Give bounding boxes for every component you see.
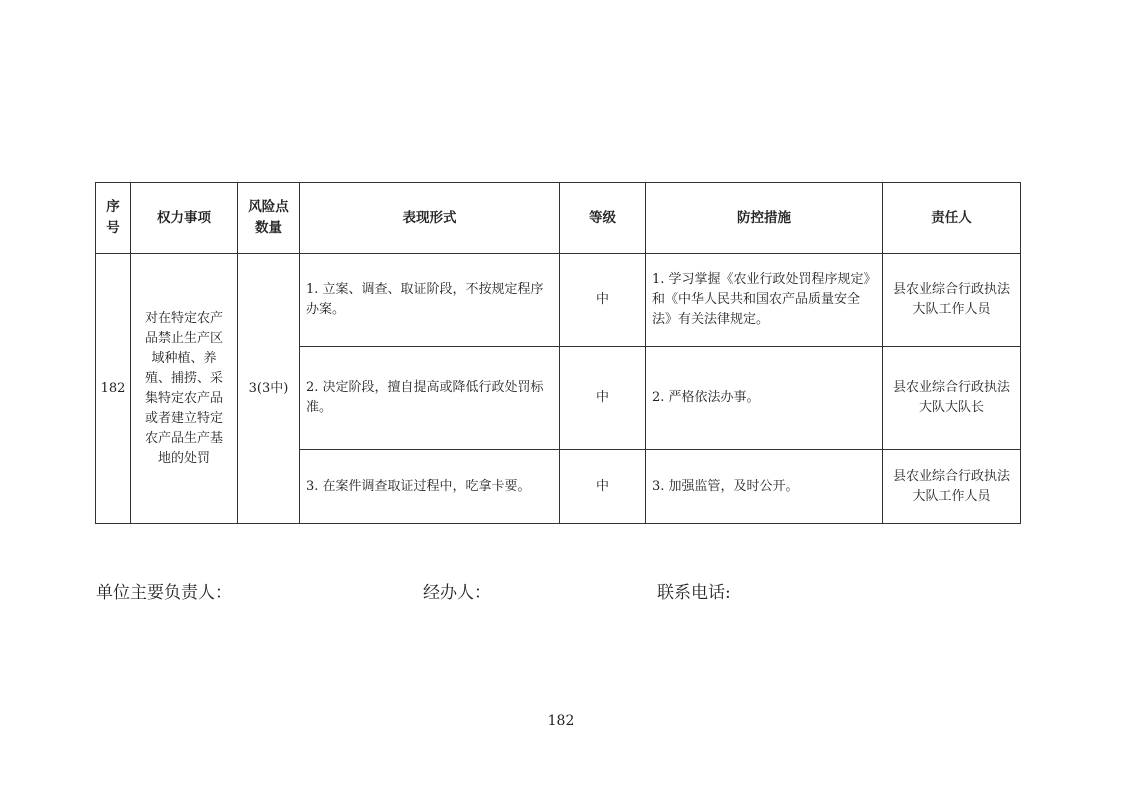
cell-form: 3. 在案件调查取证过程中，吃拿卡要。	[300, 450, 560, 524]
cell-measures: 1. 学习掌握《农业行政处罚程序规定》和《中华人民共和国农产品质量安全法》有关法律规定。	[646, 254, 883, 347]
cell-risk-count: 3(3中)	[238, 254, 300, 524]
header-person: 责任人	[883, 183, 1021, 254]
cell-person: 县农业综合行政执法大队工作人员	[883, 254, 1021, 347]
cell-person: 县农业综合行政执法大队大队长	[883, 347, 1021, 450]
handler-signature-label: 经办人：	[423, 583, 491, 603]
table-row	[96, 254, 1021, 347]
header-item: 权力事项	[131, 183, 238, 254]
cell-level: 中	[560, 254, 646, 347]
phone-label: 联系电话:	[657, 583, 731, 603]
cell-person: 县农业综合行政执法大队工作人员	[883, 450, 1021, 524]
leader-signature-label: 单位主要负责人：	[96, 583, 232, 603]
cell-form: 2. 决定阶段，擅自提高或降低行政处罚标准。	[300, 347, 560, 450]
cell-level: 中	[560, 347, 646, 450]
table-header-row	[96, 183, 1021, 254]
risk-control-table	[95, 182, 1021, 524]
cell-measures: 3. 加强监管，及时公开。	[646, 450, 883, 524]
header-measures: 防控措施	[646, 183, 883, 254]
cell-level: 中	[560, 450, 646, 524]
cell-seq: 182	[96, 254, 131, 524]
header-level: 等级	[560, 183, 646, 254]
cell-measures: 2. 严格依法办事。	[646, 347, 883, 450]
header-seq: 序号	[96, 183, 131, 254]
header-risk-count: 风险点数量	[238, 183, 300, 254]
page-number: 182	[547, 713, 575, 729]
header-form: 表现形式	[300, 183, 560, 254]
cell-form: 1. 立案、调查、取证阶段，不按规定程序办案。	[300, 254, 560, 347]
cell-item: 对在特定农产品禁止生产区域种植、养殖、捕捞、采集特定农产品或者建立特定农产品生产基地的处罚	[131, 254, 238, 524]
